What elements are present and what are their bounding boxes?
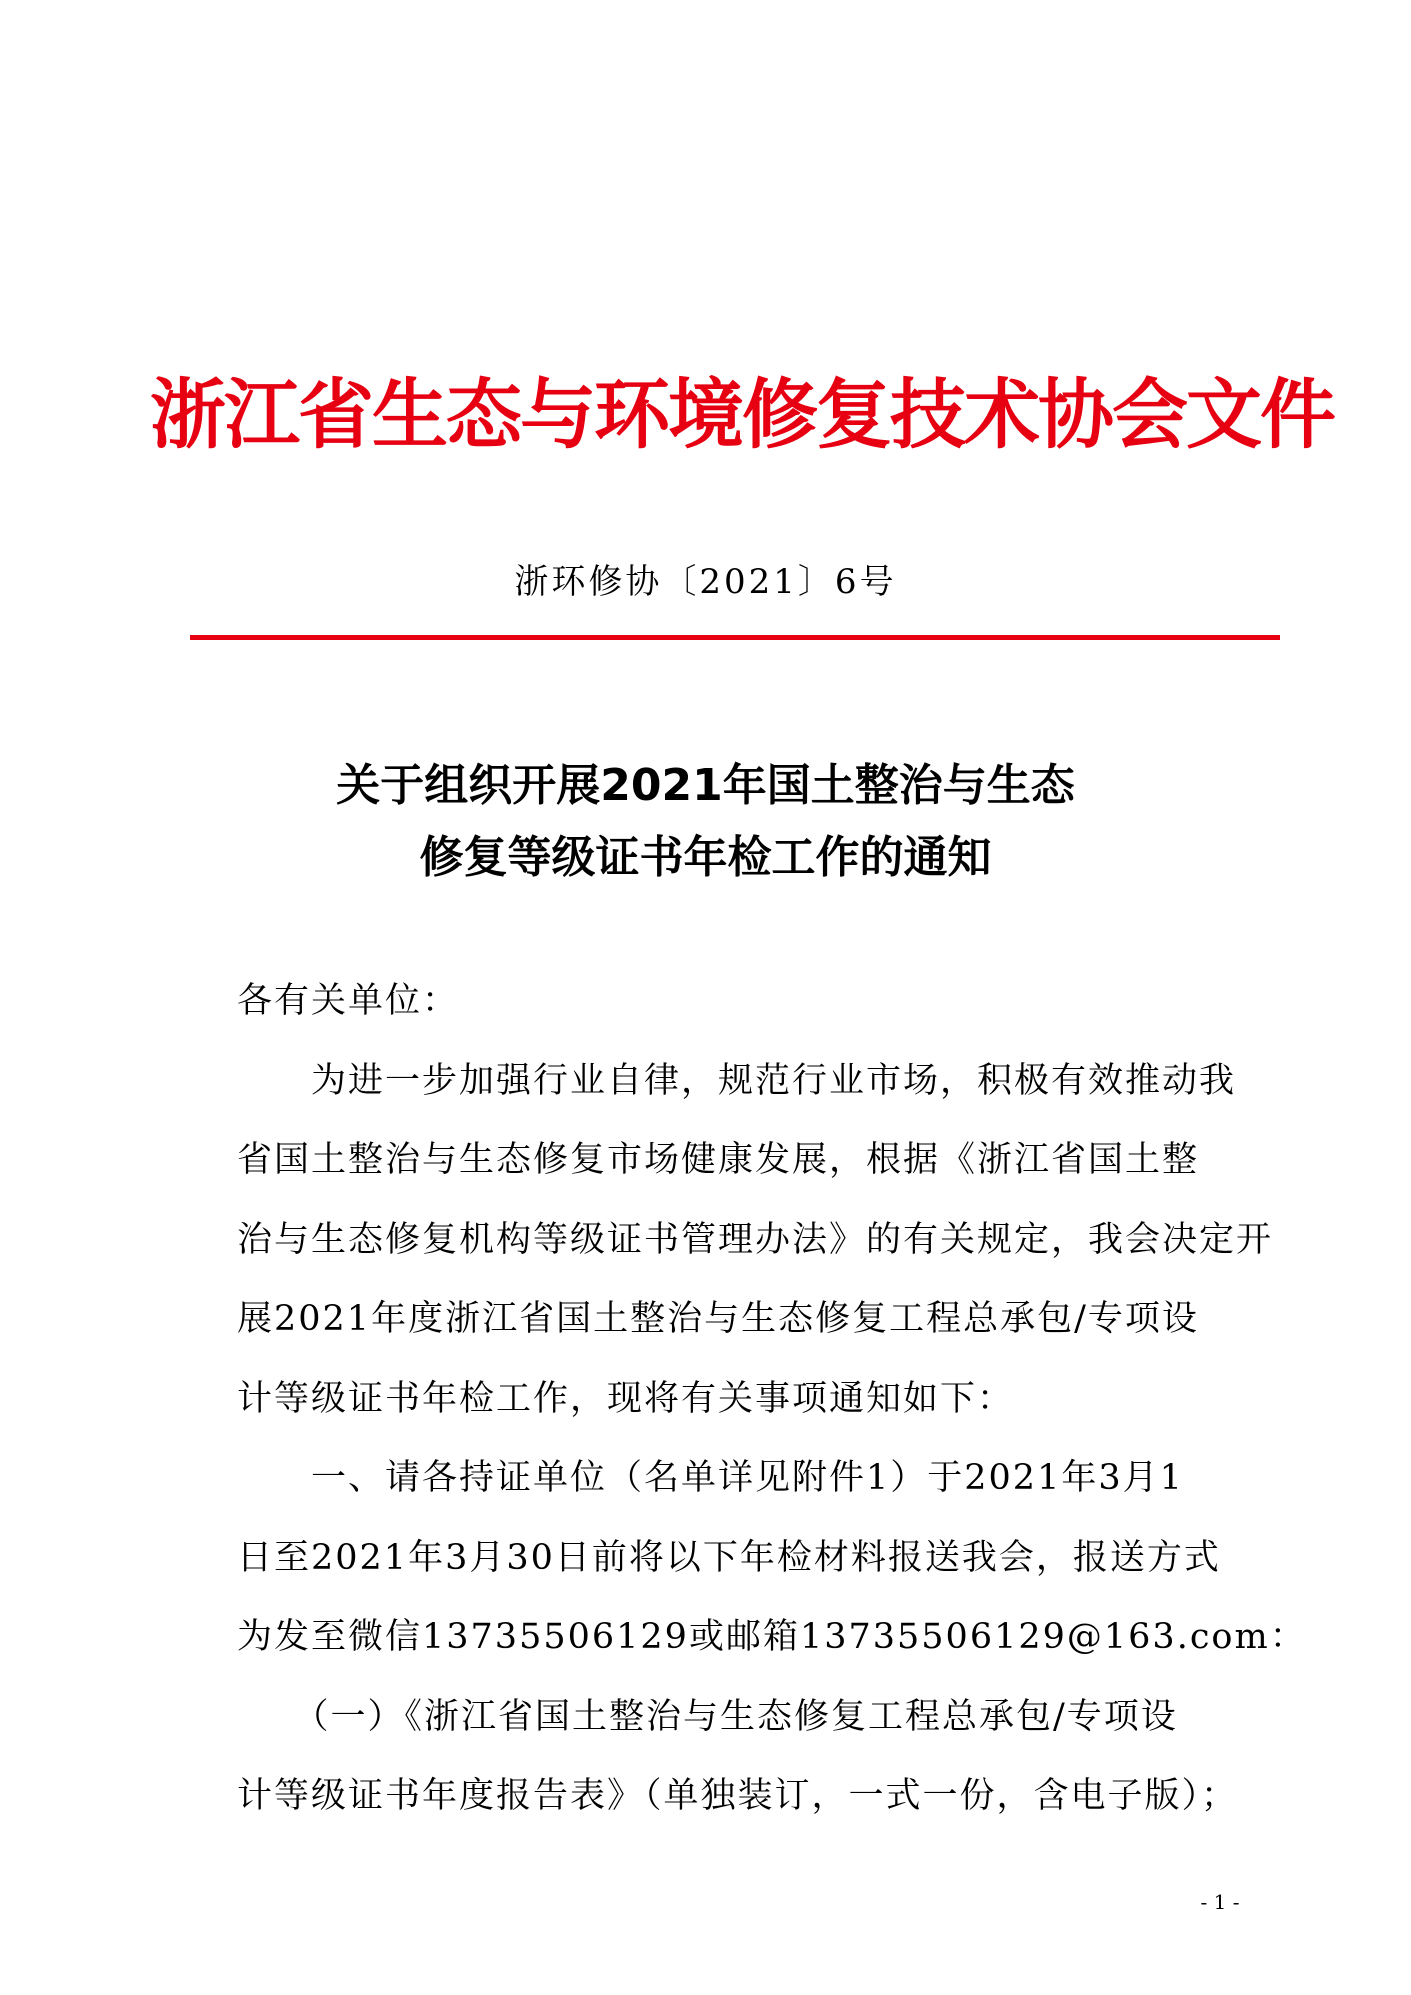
notice-title-line-1: 关于组织开展2021年国土整治与生态	[336, 760, 1075, 811]
page-number: - 1 -	[1200, 1890, 1240, 1914]
body-line: 为发至微信13735506129或邮箱13735506129@163.com：	[237, 1617, 1307, 1657]
body-line: 治与生态修复机构等级证书管理办法》的有关规定，我会决定开	[237, 1219, 1274, 1260]
document-header-title: 浙江省生态与环境修复技术协会文件	[150, 370, 1334, 459]
body-line: 省国土整治与生态修复市场健康发展，根据《浙江省国土整	[237, 1140, 1200, 1180]
body-line-salutation: 各有关单位：	[237, 981, 460, 1021]
body-line: 为进一步加强行业自律，规范行业市场，积极有效推动我	[237, 1060, 1237, 1101]
red-separator-line	[190, 635, 1280, 640]
notice-body	[237, 962, 1307, 1837]
body-line: 计等级证书年度报告表》（单独装订，一式一份，含电子版）；	[237, 1776, 1239, 1816]
body-line: 日至2021年3月30日前将以下年检材料报送我会，报送方式	[237, 1537, 1221, 1578]
notice-title	[0, 750, 1411, 894]
body-line: （一）《浙江省国土整治与生态修复工程总承包/专项设	[237, 1696, 1178, 1737]
document-number: 浙环修协〔2021〕6号	[514, 562, 897, 602]
body-line: 计等级证书年检工作，现将有关事项通知如下：	[237, 1378, 1015, 1419]
notice-title-line-2: 修复等级证书年检工作的通知	[419, 832, 992, 883]
body-line: 展2021年度浙江省国土整治与生态修复工程总承包/专项设	[237, 1299, 1199, 1339]
body-line: 一、请各持证单位（名单详见附件1）于2021年3月1	[237, 1458, 1184, 1498]
